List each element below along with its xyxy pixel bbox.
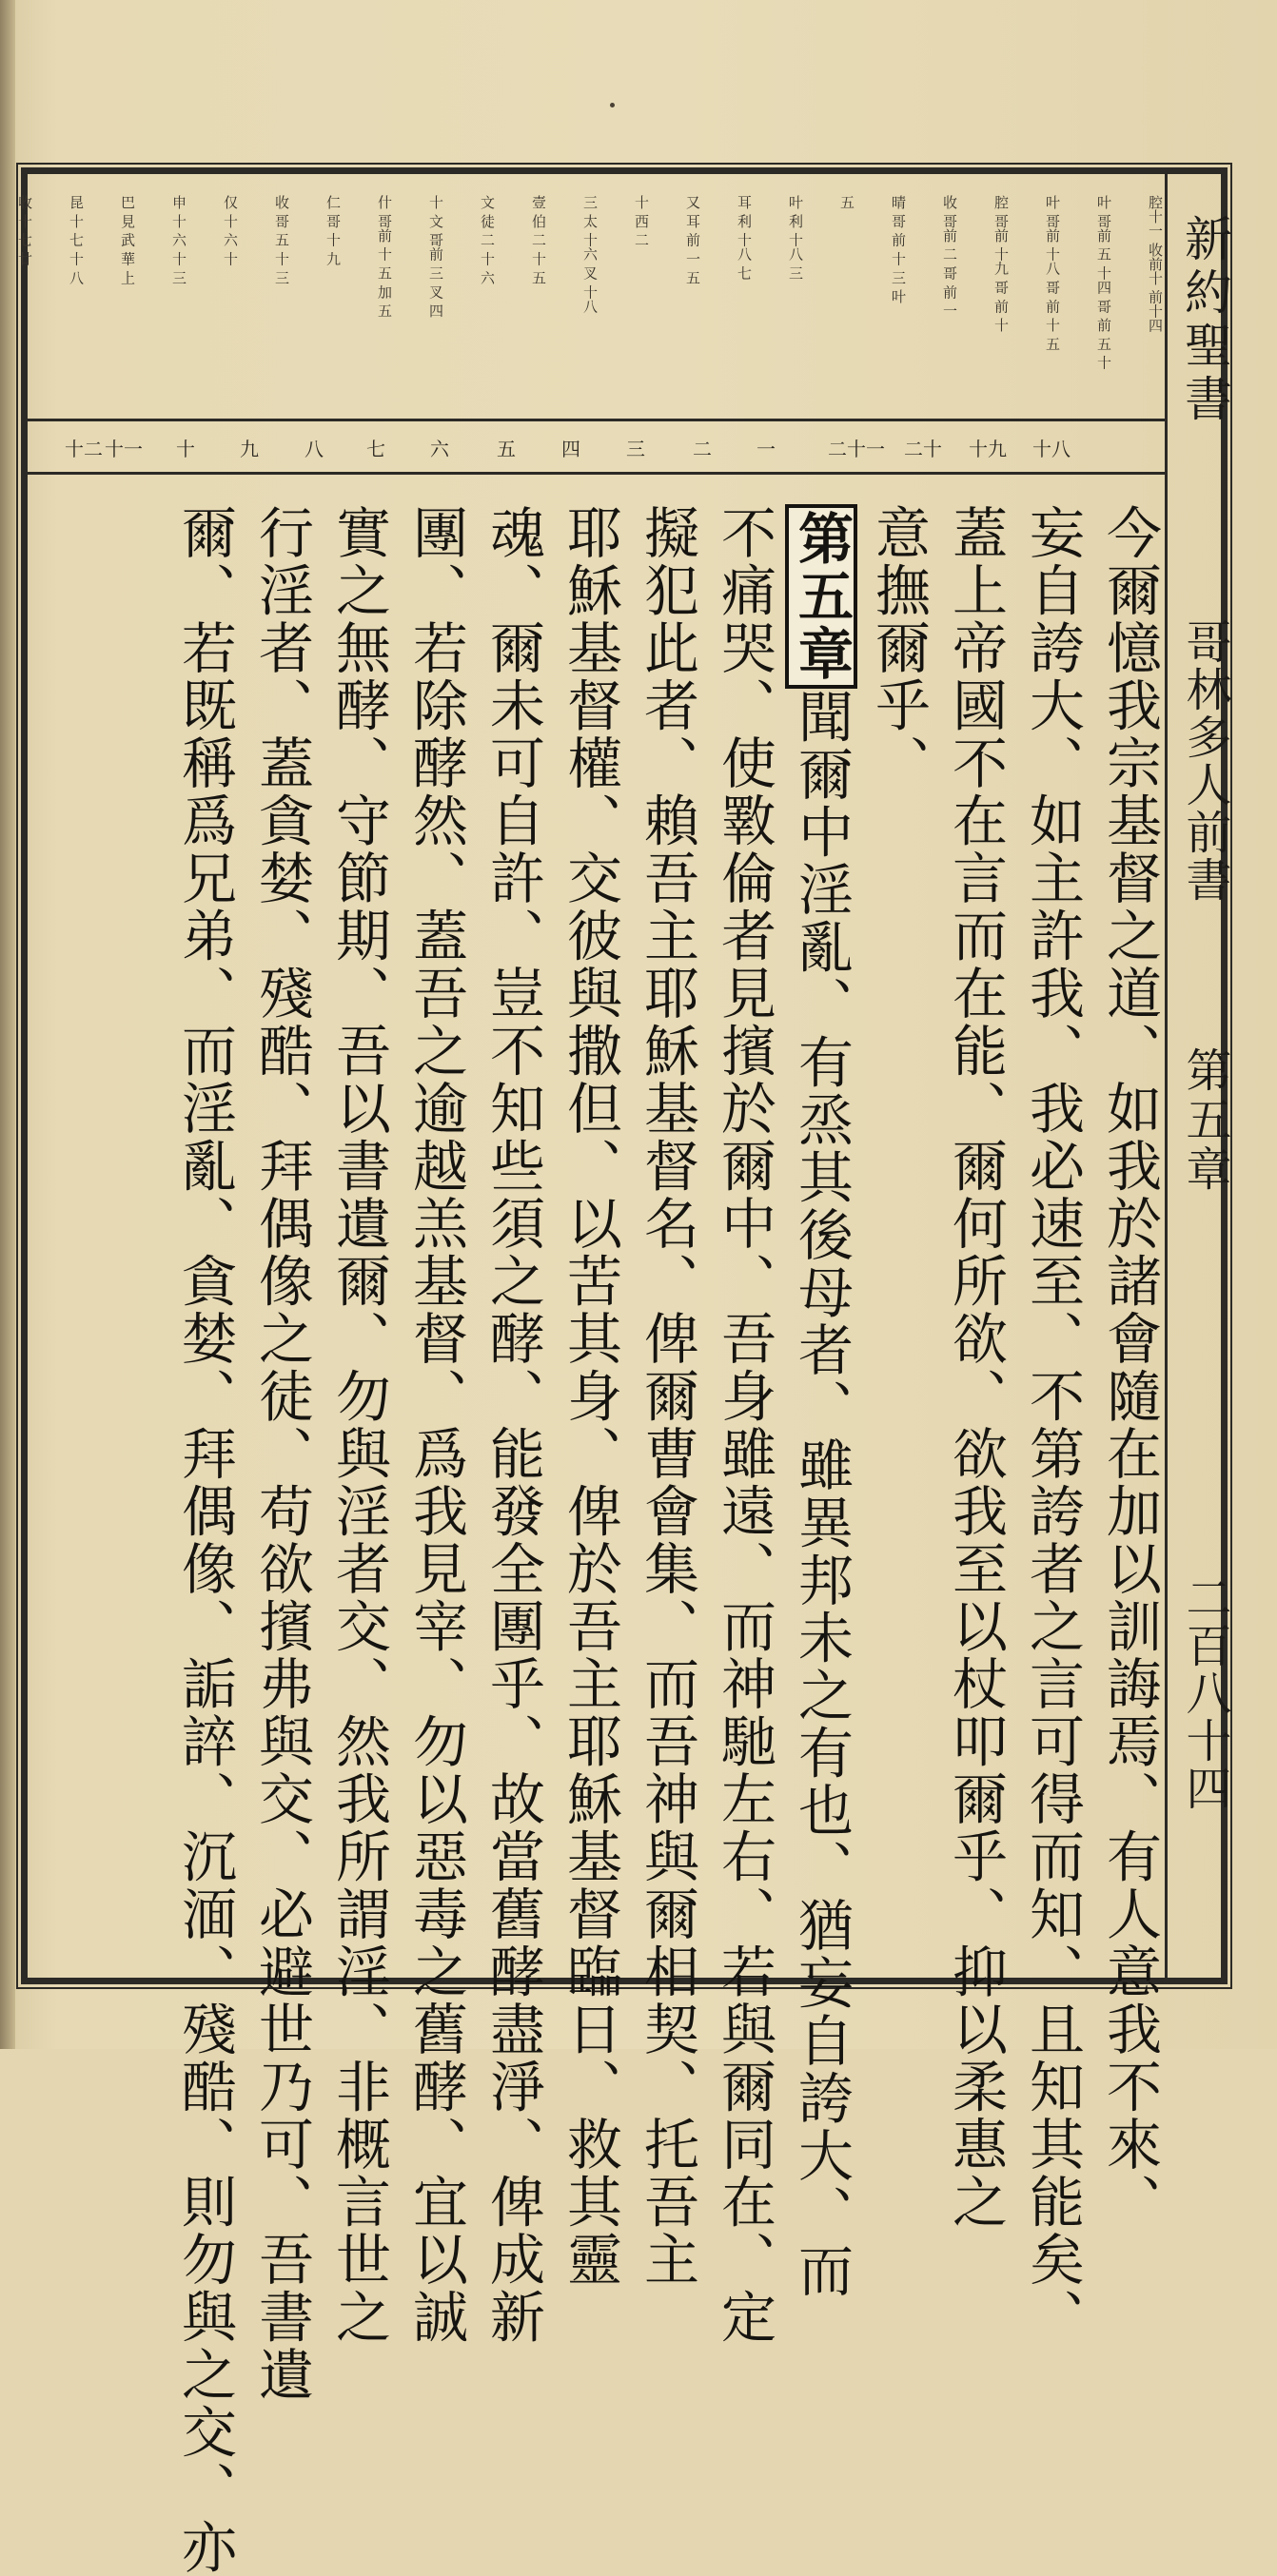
text-column: 行淫者、蓋貪婪、殘酷、拜偶像之徒、苟欲擯弗與交、必避世乃可、吾書遺: [249, 504, 314, 2404]
note-column: 耳 利 十八 七: [736, 195, 753, 281]
verse-number: 九: [240, 438, 259, 460]
note-column: 三 太 十六 叉 十八: [581, 195, 599, 314]
book-spine: [0, 0, 15, 2049]
verse-number: 十一: [105, 438, 143, 460]
text-column: [789, 504, 854, 2300]
text-column: 實之無酵、守節期、吾以書遺爾、勿與淫者交、然我所謂淫、非概言世之: [326, 504, 391, 2346]
verse-number: 十八: [1032, 438, 1071, 460]
text-column-rest: 聞爾中淫亂、有烝其後母者、雖異邦未之有也、猶妄自誇大、而: [789, 688, 854, 2300]
verse-number: 十: [176, 438, 195, 460]
paper-speck: [610, 103, 615, 107]
note-column: 文 徒 二 十 六: [479, 195, 496, 285]
verse-number-strip: [48, 426, 1166, 466]
text-column: 不痛哭、使斁倫者見擯於爾中、吾身雖遠、而神馳左右、若與爾同在、定: [712, 504, 776, 2346]
verse-number: 十九: [969, 438, 1007, 460]
page-title: 新約聖書: [1177, 214, 1232, 427]
note-column: 仁 哥 十 九: [324, 195, 342, 266]
text-column: 妄自誇大、如主許我、我必速至、不第誇者之言可得而知、且知其能矣、: [1020, 504, 1085, 2346]
text-column: 今爾憶我宗基督之道、如我於諸會隨在加以訓誨焉、有人意我不來、: [1097, 504, 1162, 2231]
verse-number: 二十: [904, 438, 942, 460]
text-column: 耶穌基督權、交彼與撒但、以苦其身、俾於吾主耶穌基督臨日、救其靈: [558, 504, 622, 2289]
verse-number: 五: [497, 438, 516, 460]
note-column: 收 十 七 廿: [16, 195, 33, 266]
note-column: 壹 伯 二 十 五: [530, 195, 547, 285]
chapter-heading: 第五章: [1178, 1046, 1231, 1195]
book-name: 哥林多人前書: [1178, 618, 1231, 904]
note-column: 收 哥 五 十 三: [273, 195, 290, 285]
verse-number: 十二: [65, 438, 103, 460]
note-column: 十 文 哥前 三 叉 四: [427, 195, 444, 318]
note-column: 晴 哥 前 十 三 叶: [890, 195, 907, 303]
note-column: 申 十 六 十 三: [170, 195, 187, 285]
verse-number: 四: [561, 438, 580, 460]
note-column: 五: [838, 195, 855, 209]
notes-divider: [21, 419, 1168, 421]
note-column: 仅 十 六 十: [222, 195, 239, 266]
note-column: 腔十一 收前十 前十四: [1147, 195, 1164, 333]
verse-number: 二: [693, 438, 712, 460]
note-column: 昆 十 七 十 八: [68, 195, 85, 285]
note-column: 叶 哥前 十八 哥 前 十 五: [1044, 195, 1061, 351]
chapter-mark: 第五章: [785, 504, 857, 689]
note-column: 叶 哥前 五 十四 哥 前 五 十: [1095, 195, 1112, 370]
text-column: 魂、爾未可自許、豈不知些須之酵、能發全團乎、故當舊酵盡淨、俾成新: [481, 504, 545, 2346]
note-column: 又 耳 前 一 五: [684, 195, 701, 285]
text-column: 爾、若既稱爲兄弟、而淫亂、貪婪、拜偶像、詬誶、沉湎、殘酷、則勿與之交、亦: [172, 504, 237, 2576]
verse-number: 二十一: [828, 438, 885, 460]
cross-reference-notes: [16, 195, 1166, 409]
verse-number: 三: [626, 438, 645, 460]
verse-strip-divider: [21, 472, 1168, 475]
text-column: 擬犯此者、賴吾主耶穌基督名、俾爾曹會集、而吾神與爾相契、托吾主: [635, 504, 699, 2289]
verse-number: 八: [305, 438, 324, 460]
note-column: 叶 利 十八 三: [787, 195, 804, 281]
text-column: 團、若除酵然、蓋吾之逾越羔基督、爲我見宰、勿以惡毒之舊酵、宜以誠: [403, 504, 468, 2346]
page-number: 二百八十四: [1178, 1574, 1231, 1812]
text-column: 蓋上帝國不在言而在能、爾何所欲、欲我至以杖叩爾乎、抑以柔惠之: [943, 504, 1008, 2231]
verse-number: 一: [756, 438, 776, 460]
verse-number: 七: [366, 438, 385, 460]
note-column: 巴 見 武 華 上: [119, 195, 136, 285]
scripture-body: [52, 504, 1162, 2576]
note-column: 收 哥前 二 哥 前 一: [941, 195, 958, 318]
verse-number: 六: [430, 438, 449, 460]
note-column: 十 西 二: [633, 195, 650, 247]
note-column: 什 哥前 十 五 加 五: [376, 195, 393, 318]
note-column: 腔 哥前 十九 哥 前 十: [992, 195, 1010, 332]
text-column: 意撫爾乎、: [866, 504, 931, 792]
